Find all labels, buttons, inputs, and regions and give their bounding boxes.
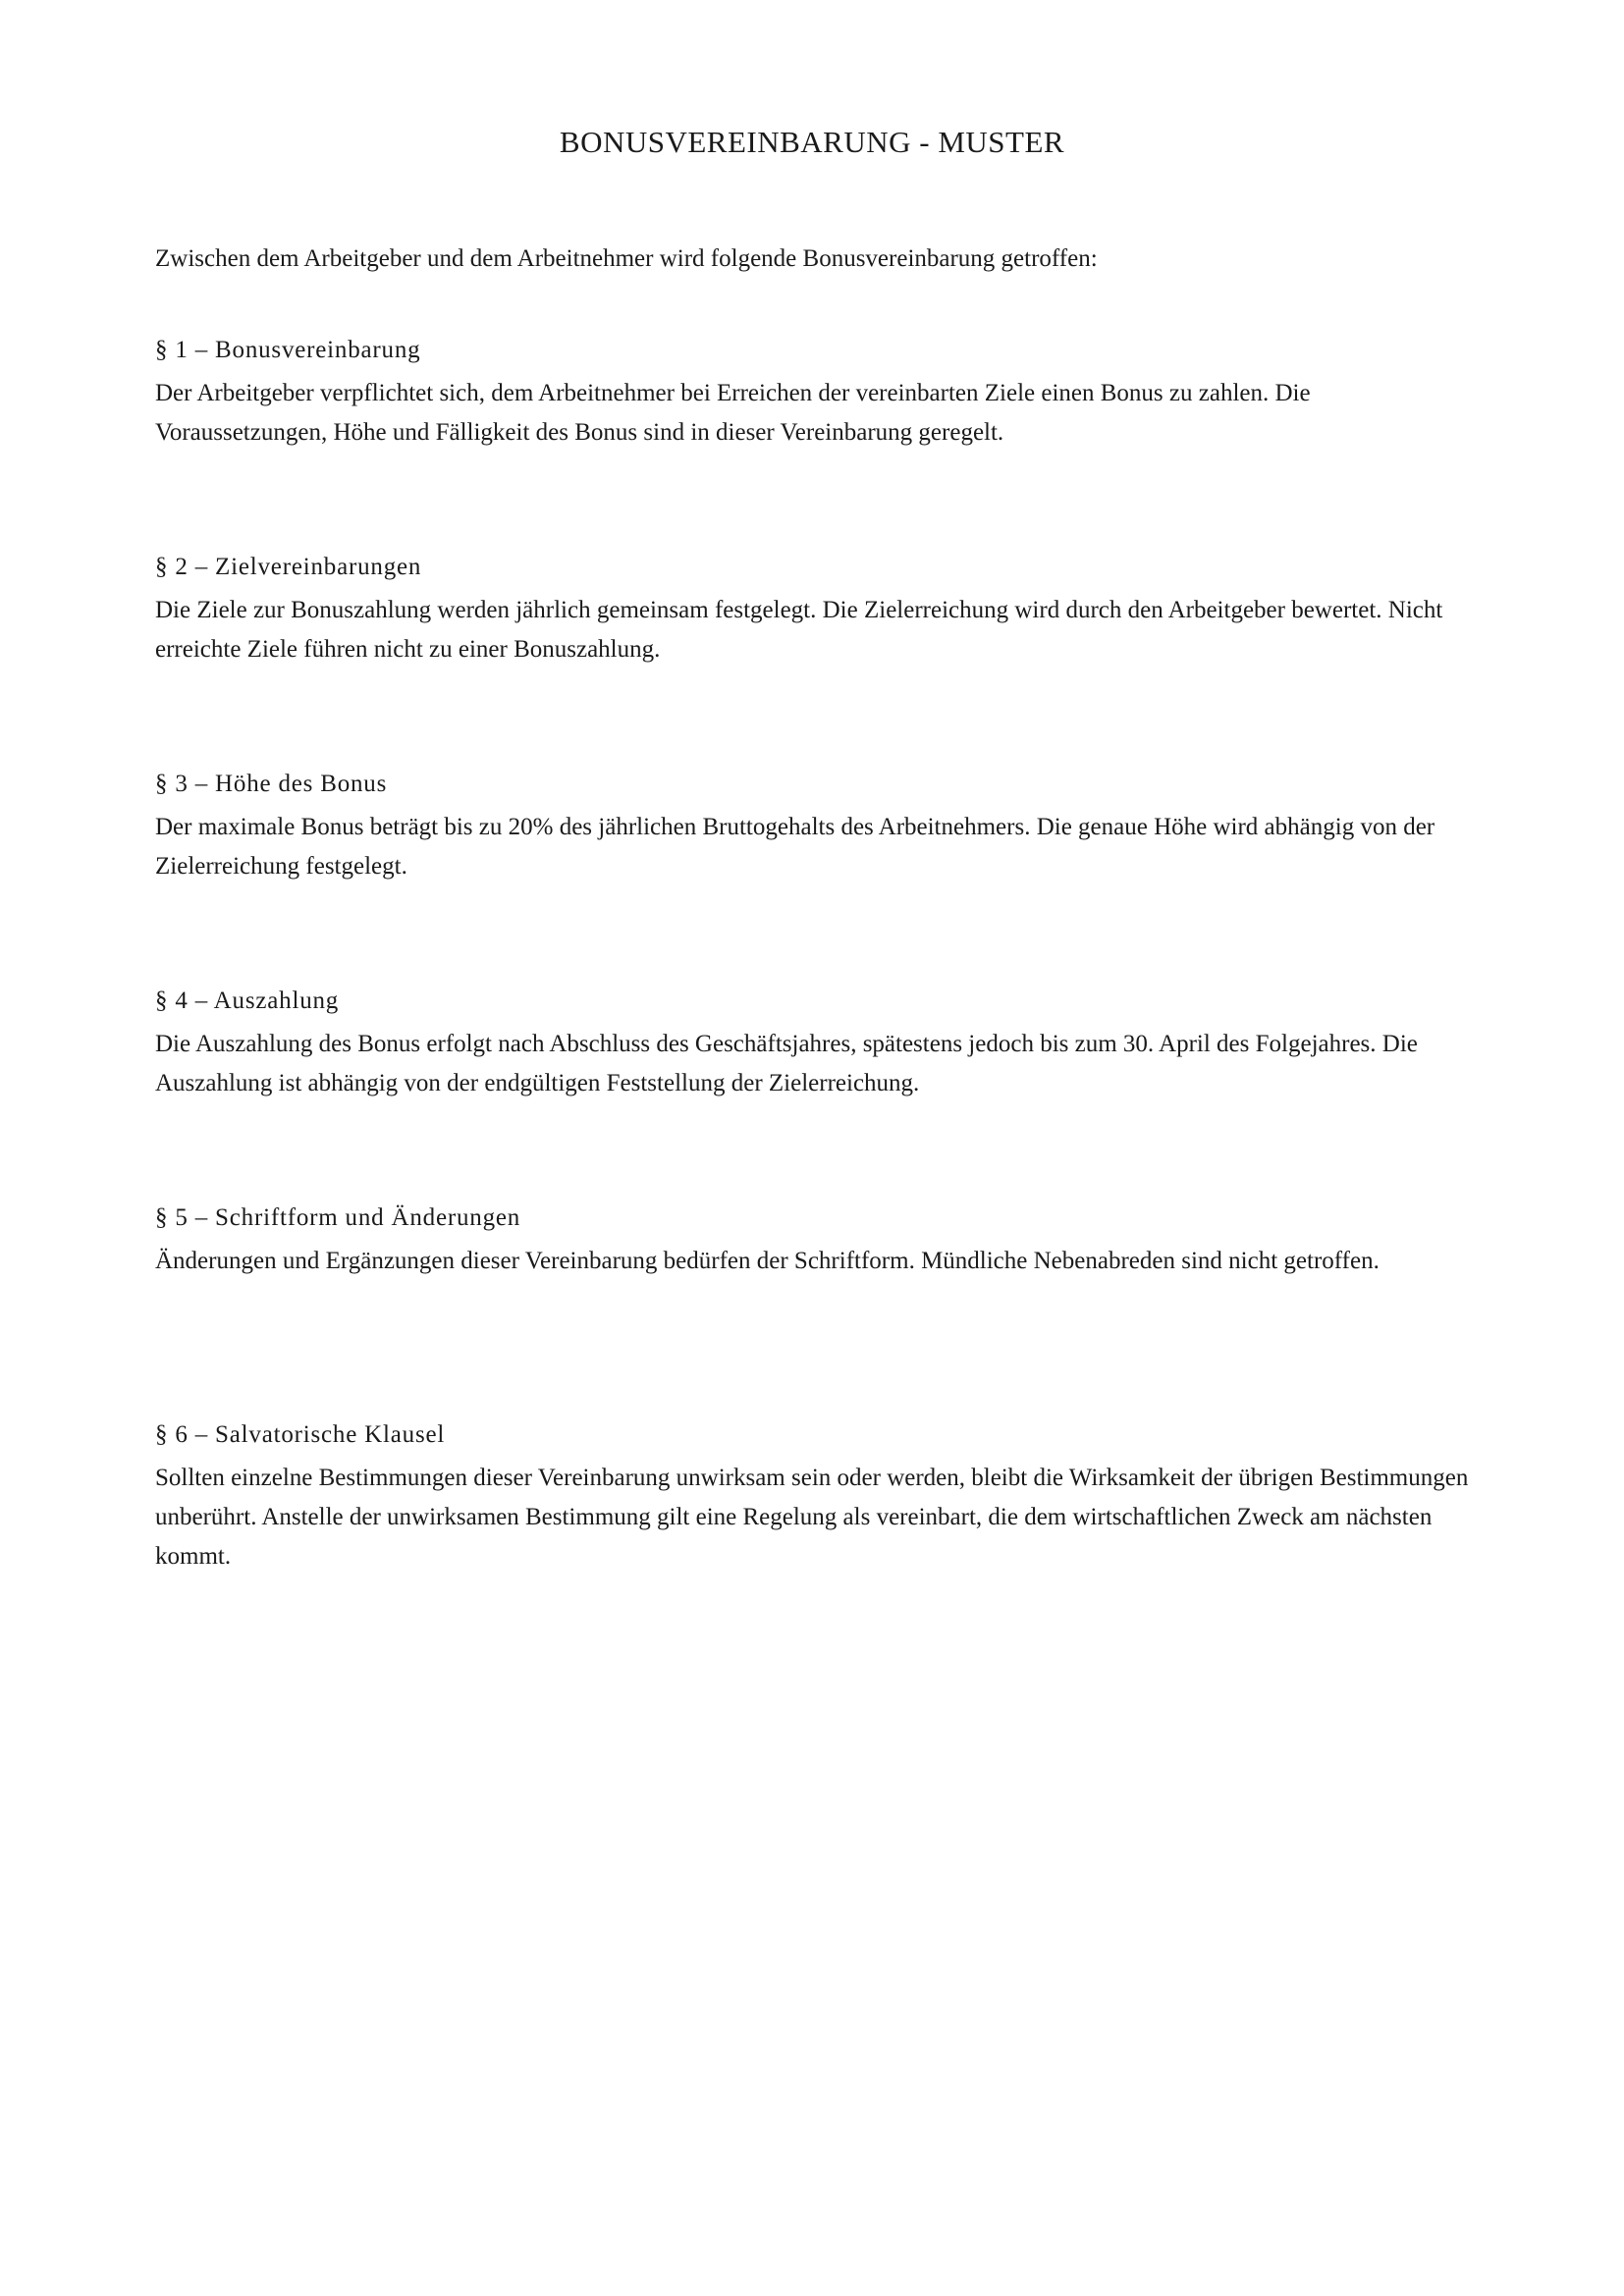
section-body: Die Auszahlung des Bonus erfolgt nach Abschluss des Geschäftsjahres, spätestens jedoch bis zum 30. April des Folgejahres. Die Auszahlung ist abhängig von der endgültigen Feststellung der Zielerreichung. (155, 1031, 1418, 1096)
document-intro: Zwischen dem Arbeitgeber und dem Arbeitnehmer wird folgende Bonusvereinbarung getroffen: (155, 245, 1098, 272)
section-1 (155, 331, 1471, 453)
section-body: Änderungen und Ergänzungen dieser Vereinbarung bedürfen der Schriftform. Mündliche Nebenabreden sind nicht getroffen. (155, 1248, 1380, 1274)
section-4 (155, 982, 1471, 1103)
section-body: Sollten einzelne Bestimmungen dieser Vereinbarung unwirksam sein oder werden, bleibt die Wirksamkeit der übrigen Bestimmungen unberührt. Anstelle der unwirksamen Bestimmung gilt eine Regelung als vereinbart, die dem wirtschaftlichen Zweck am nächsten kommt. (155, 1465, 1469, 1570)
section-heading: § 3 – Höhe des Bonus (155, 771, 388, 797)
section-heading: § 2 – Zielvereinbarungen (155, 554, 422, 580)
section-heading: § 5 – Schriftform und Änderungen (155, 1204, 521, 1231)
section-5 (155, 1199, 1471, 1281)
section-heading: § 1 – Bonusvereinbarung (155, 337, 421, 363)
section-3 (155, 765, 1471, 886)
section-body: Der Arbeitgeber verpflichtet sich, dem Arbeitnehmer bei Erreichen der vereinbarten Ziele einen Bonus zu zahlen. Die Voraussetzungen, Höhe und Fälligkeit des Bonus sind in dieser Vereinbarung geregelt. (155, 380, 1311, 446)
section-body: Der maximale Bonus beträgt bis zu 20% des jährlichen Bruttogehalts des Arbeitnehmers. Die genaue Höhe wird abhängig von der Zielerreichung festgelegt. (155, 814, 1435, 880)
section-2 (155, 548, 1471, 669)
section-heading: § 6 – Salvatorische Klausel (155, 1421, 446, 1448)
section-heading: § 4 – Auszahlung (155, 988, 340, 1014)
document-title: BONUSVEREINBARUNG - MUSTER (559, 125, 1065, 159)
section-body: Die Ziele zur Bonuszahlung werden jährlich gemeinsam festgelegt. Die Zielerreichung wird durch den Arbeitgeber bewertet. Nicht erreichte Ziele führen nicht zu einer Bonuszahlung. (155, 597, 1443, 663)
section-6 (155, 1415, 1471, 1576)
